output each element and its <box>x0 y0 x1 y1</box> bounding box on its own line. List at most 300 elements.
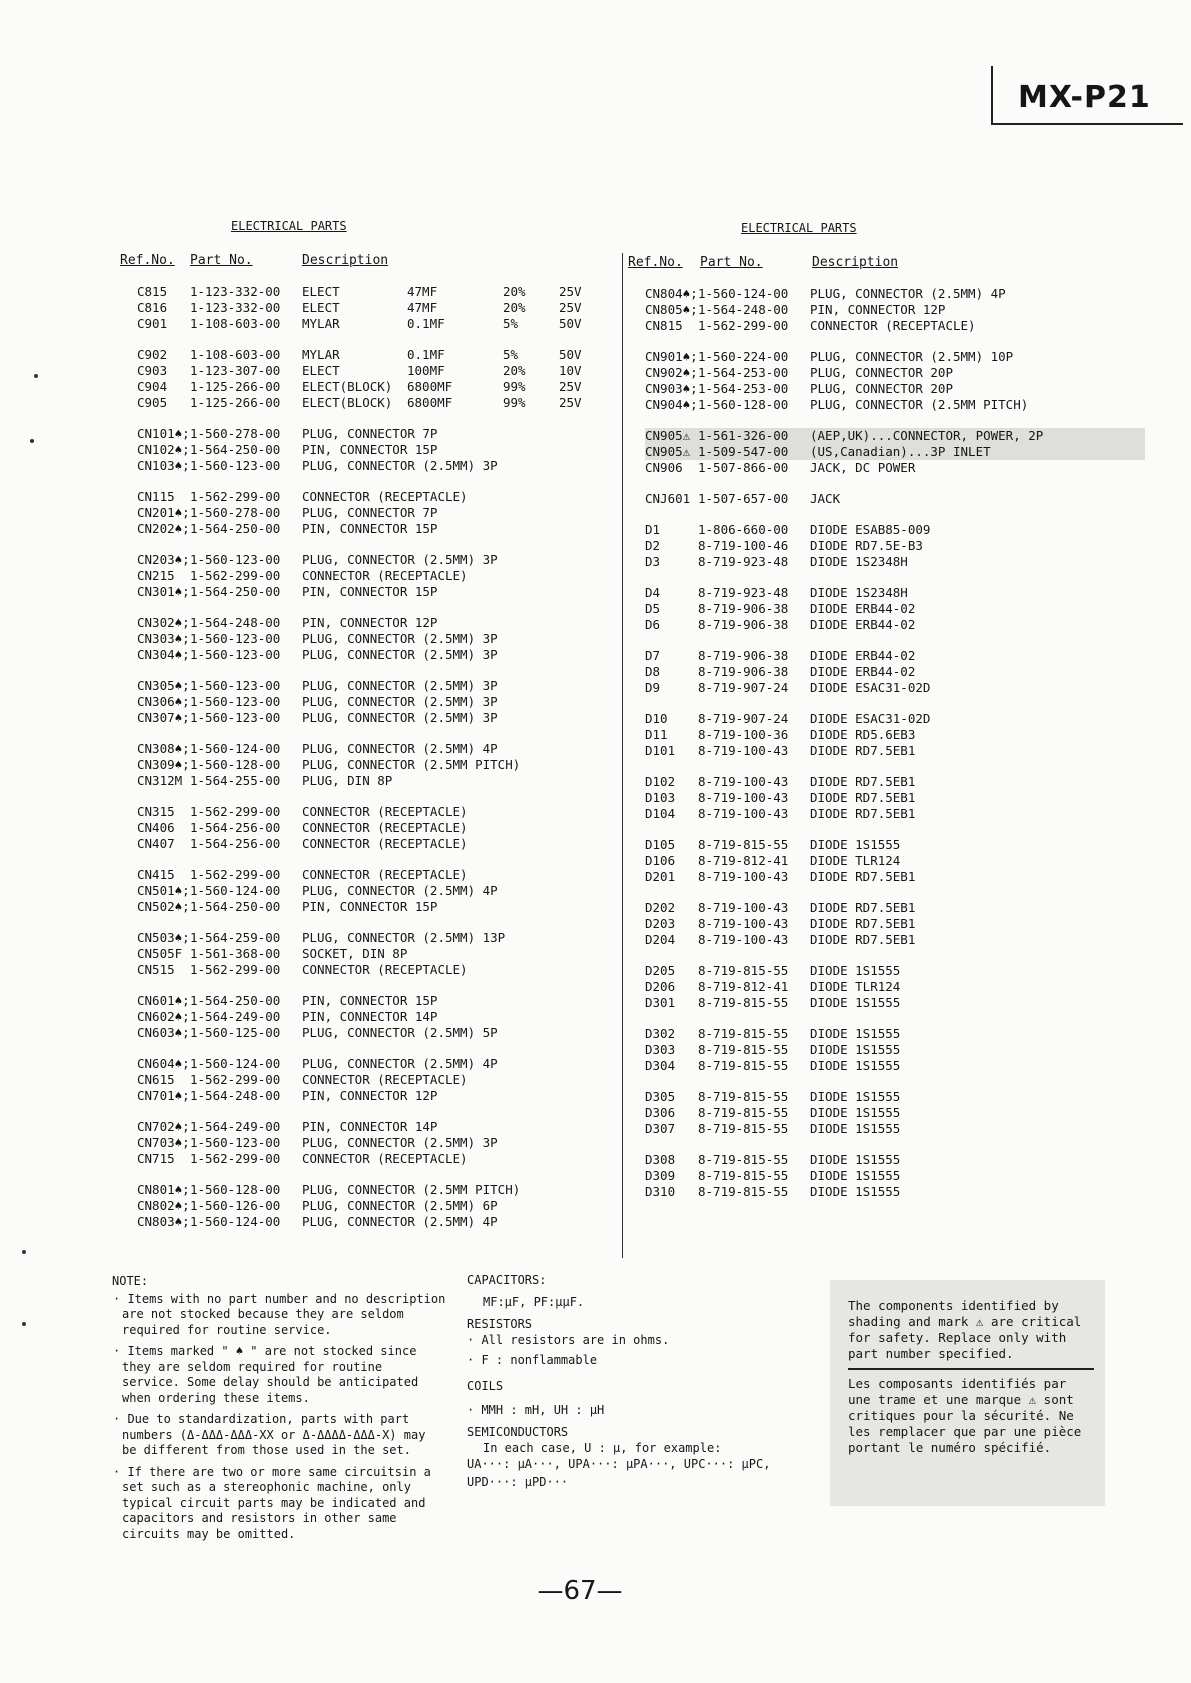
part-description: CONNECTOR (RECEPTACLE) <box>302 489 468 504</box>
part-voltage: 25V <box>559 379 582 394</box>
part-ref-number: CN312M <box>137 773 183 788</box>
semiconductors-text: UA···: μA···, UPA···: μPA···, UPC···: μPC, <box>467 1457 771 1471</box>
part-value: 6800MF <box>407 379 453 394</box>
punch-mark <box>34 374 38 378</box>
part-description: PLUG, CONNECTOR (2.5MM) 4P <box>302 1056 498 1071</box>
part-ref-number: CN802♠; <box>137 1198 190 1213</box>
part-ref-number: CN502♠; <box>137 899 190 914</box>
parts-group <box>645 349 1145 413</box>
part-description: DIODE 1S1555 <box>810 1089 901 1104</box>
part-description: PLUG, CONNECTOR 20P <box>810 365 953 380</box>
parts-group <box>645 522 1145 570</box>
part-description: PLUG, CONNECTOR (2.5MM) 3P <box>302 694 498 709</box>
part-row <box>645 428 1145 444</box>
part-row <box>137 458 637 474</box>
part-row <box>645 743 1145 759</box>
punch-mark <box>22 1322 26 1326</box>
header-ref-left: Ref.No. <box>120 253 175 268</box>
parts-group <box>645 1089 1145 1137</box>
part-ref-number: D2 <box>645 538 661 553</box>
part-description: CONNECTOR (RECEPTACLE) <box>810 318 976 333</box>
part-number: 1-562-299-00 <box>190 1151 281 1166</box>
punch-mark <box>22 1250 26 1254</box>
part-ref-number: CNJ601 <box>645 491 691 506</box>
part-tolerance: 20% <box>503 300 526 315</box>
header-ref-right: Ref.No. <box>628 255 683 270</box>
part-row <box>645 774 1145 790</box>
part-number: 1-560-124-00 <box>698 286 789 301</box>
part-voltage: 50V <box>559 316 582 331</box>
part-ref-number: D8 <box>645 664 661 679</box>
part-row <box>645 585 1145 601</box>
part-ref-number: CN503♠; <box>137 930 190 945</box>
part-ref-number: CN515 <box>137 962 175 977</box>
part-row <box>645 648 1145 664</box>
part-number: 8-719-100-43 <box>698 916 789 931</box>
part-description: PIN, CONNECTOR 15P <box>302 521 438 536</box>
part-description: DIODE TLR124 <box>810 979 901 994</box>
part-row <box>137 568 637 584</box>
parts-group <box>645 286 1145 334</box>
part-description: PLUG, CONNECTOR 7P <box>302 426 438 441</box>
part-row <box>137 442 637 458</box>
part-number: 1-560-123-00 <box>190 458 281 473</box>
part-row <box>137 946 637 962</box>
part-description: DIODE RD5.6EB3 <box>810 727 916 742</box>
part-description: PLUG, CONNECTOR (2.5MM) 3P <box>302 552 498 567</box>
coils-text: · MMH : mH, UH : μH <box>467 1403 605 1417</box>
part-description: CONNECTOR (RECEPTACLE) <box>302 568 468 583</box>
part-ref-number: D1 <box>645 522 661 537</box>
section-title-left: ELECTRICAL PARTS <box>231 219 347 233</box>
semiconductors-text: In each case, U : μ, for example: <box>483 1441 722 1455</box>
part-description: ELECT <box>302 300 340 315</box>
part-number: 8-719-907-24 <box>698 711 789 726</box>
part-ref-number: CN302♠; <box>137 615 190 630</box>
part-ref-number: D7 <box>645 648 661 663</box>
part-ref-number: CN202♠; <box>137 521 190 536</box>
part-ref-number: C903 <box>137 363 168 378</box>
parts-group <box>137 930 637 978</box>
part-number: 1-562-299-00 <box>190 804 281 819</box>
part-number: 8-719-815-55 <box>698 1121 789 1136</box>
part-ref-number: CN102♠; <box>137 442 190 457</box>
safety-notice-french: Les composants identifiés par une trame et une marque ⚠ sont critiques pour la sécurité. Ne les remplacer que par une pièce portant le numéro spécifié. <box>848 1376 1082 1455</box>
part-number: 1-560-125-00 <box>190 1025 281 1040</box>
part-ref-number: D305 <box>645 1089 676 1104</box>
part-number: 8-719-100-46 <box>698 538 789 553</box>
part-row <box>137 1088 637 1104</box>
part-description: PLUG, CONNECTOR (2.5MM PITCH) <box>302 757 521 772</box>
part-description: PLUG, CONNECTOR (2.5MM) 13P <box>302 930 506 945</box>
part-ref-number: CN103♠; <box>137 458 190 473</box>
part-row <box>645 1105 1145 1121</box>
part-row <box>645 853 1145 869</box>
part-number: 1-564-255-00 <box>190 773 281 788</box>
part-row <box>137 820 637 836</box>
part-row <box>645 1026 1145 1042</box>
parts-group <box>137 426 637 474</box>
part-ref-number: C816 <box>137 300 168 315</box>
part-description: PIN, CONNECTOR 14P <box>302 1009 438 1024</box>
punch-mark <box>30 439 34 443</box>
part-description: PIN, CONNECTOR 12P <box>810 302 946 317</box>
parts-list-right <box>645 286 1145 1215</box>
part-row <box>645 1168 1145 1184</box>
part-ref-number: CN904♠; <box>645 397 698 412</box>
part-number: 8-719-906-38 <box>698 648 789 663</box>
part-description: CONNECTOR (RECEPTACLE) <box>302 820 468 835</box>
part-description: PLUG, CONNECTOR (2.5MM) 5P <box>302 1025 498 1040</box>
part-row <box>645 1184 1145 1200</box>
part-ref-number: CN701♠; <box>137 1088 190 1103</box>
part-row <box>137 489 637 505</box>
part-ref-number: CN615 <box>137 1072 175 1087</box>
part-description: CONNECTOR (RECEPTACLE) <box>302 804 468 819</box>
part-number: 1-560-224-00 <box>698 349 789 364</box>
parts-group <box>645 491 1145 507</box>
parts-group <box>137 993 637 1041</box>
part-row <box>137 347 637 363</box>
parts-group <box>137 489 637 537</box>
part-description: DIODE RD7.5EB1 <box>810 806 916 821</box>
parts-group <box>645 900 1145 948</box>
part-number: 1-562-299-00 <box>190 1072 281 1087</box>
part-ref-number: C815 <box>137 284 168 299</box>
part-value: 47MF <box>407 284 438 299</box>
part-ref-number: CN803♠; <box>137 1214 190 1229</box>
part-number: 1-507-866-00 <box>698 460 789 475</box>
part-ref-number: CN308♠; <box>137 741 190 756</box>
safety-divider <box>848 1368 1094 1370</box>
semiconductors-title: SEMICONDUCTORS <box>467 1425 569 1439</box>
part-number: 1-560-128-00 <box>698 397 789 412</box>
part-number: 1-123-307-00 <box>190 363 281 378</box>
part-number: 1-564-248-00 <box>698 302 789 317</box>
notes-title: NOTE: <box>112 1274 149 1288</box>
part-row <box>137 836 637 852</box>
part-ref-number: CN804♠; <box>645 286 698 301</box>
part-ref-number: D206 <box>645 979 676 994</box>
part-row <box>137 757 637 773</box>
part-number: 8-719-100-43 <box>698 869 789 884</box>
part-number: 8-719-100-43 <box>698 806 789 821</box>
part-number: 1-564-249-00 <box>190 1009 281 1024</box>
part-ref-number: CN306♠; <box>137 694 190 709</box>
safety-notice-english: The components identified by shading and mark ⚠ are critical for safety. Replace only with part number specified. <box>848 1298 1082 1361</box>
part-row <box>137 316 637 332</box>
part-row <box>645 1152 1145 1168</box>
header-part-left: Part No. <box>190 253 253 268</box>
part-description: PIN, CONNECTOR 15P <box>302 993 438 1008</box>
part-description: ELECT(BLOCK) <box>302 379 393 394</box>
part-tolerance: 99% <box>503 395 526 410</box>
model-number: MX-P21 <box>1018 80 1151 115</box>
part-ref-number: CN601♠; <box>137 993 190 1008</box>
part-number: 8-719-923-48 <box>698 585 789 600</box>
part-number: 8-719-815-55 <box>698 1089 789 1104</box>
part-row <box>137 1151 637 1167</box>
part-ref-number: D202 <box>645 900 676 915</box>
part-row <box>137 395 637 411</box>
part-row <box>645 349 1145 365</box>
part-row <box>645 444 1145 460</box>
part-description: PIN, CONNECTOR 15P <box>302 442 438 457</box>
part-row <box>645 1058 1145 1074</box>
part-row <box>645 900 1145 916</box>
part-number: 8-719-906-38 <box>698 601 789 616</box>
part-row <box>645 617 1145 633</box>
part-ref-number: CN315 <box>137 804 175 819</box>
part-row <box>645 963 1145 979</box>
part-ref-number: CN101♠; <box>137 426 190 441</box>
parts-group <box>137 347 637 411</box>
parts-group <box>645 585 1145 633</box>
part-row <box>137 1182 637 1198</box>
part-number: 1-564-259-00 <box>190 930 281 945</box>
part-number: 8-719-815-55 <box>698 1152 789 1167</box>
part-ref-number: CN203♠; <box>137 552 190 567</box>
part-row <box>137 741 637 757</box>
parts-group <box>645 1026 1145 1074</box>
parts-group <box>137 867 637 915</box>
part-row <box>645 916 1145 932</box>
part-description: PLUG, CONNECTOR (2.5MM) 4P <box>810 286 1006 301</box>
part-ref-number: CN805♠; <box>645 302 698 317</box>
part-row <box>137 962 637 978</box>
part-value: 47MF <box>407 300 438 315</box>
part-ref-number: D307 <box>645 1121 676 1136</box>
part-ref-number: D102 <box>645 774 676 789</box>
part-number: 1-125-266-00 <box>190 379 281 394</box>
part-tolerance: 99% <box>503 379 526 394</box>
part-voltage: 25V <box>559 395 582 410</box>
part-ref-number: CN905⚠ <box>645 428 691 443</box>
part-row <box>645 491 1145 507</box>
part-description: JACK, DC POWER <box>810 460 916 475</box>
resistors-text: · F : nonflammable <box>467 1353 598 1367</box>
part-description: MYLAR <box>302 316 340 331</box>
part-ref-number: D4 <box>645 585 661 600</box>
part-description: DIODE ESAB85-009 <box>810 522 931 537</box>
part-row <box>645 286 1145 302</box>
part-row <box>645 460 1145 476</box>
part-ref-number: C902 <box>137 347 168 362</box>
part-ref-number: CN115 <box>137 489 175 504</box>
part-description: PIN, CONNECTOR 12P <box>302 615 438 630</box>
part-description: DIODE 1S1555 <box>810 1105 901 1120</box>
part-row <box>137 930 637 946</box>
part-row <box>137 505 637 521</box>
part-number: 8-719-906-38 <box>698 664 789 679</box>
part-description: DIODE ERB44-02 <box>810 617 916 632</box>
part-description: PLUG, CONNECTOR (2.5MM) 3P <box>302 678 498 693</box>
part-row <box>645 711 1145 727</box>
part-row <box>645 680 1145 696</box>
coils-title: COILS <box>467 1379 504 1393</box>
part-number: 8-719-815-55 <box>698 1168 789 1183</box>
part-ref-number: CN301♠; <box>137 584 190 599</box>
section-title-right: ELECTRICAL PARTS <box>741 221 857 235</box>
parts-group <box>645 963 1145 1011</box>
part-row <box>645 869 1145 885</box>
part-ref-number: D303 <box>645 1042 676 1057</box>
part-ref-number: CN309♠; <box>137 757 190 772</box>
parts-group <box>645 837 1145 885</box>
part-number: 1-560-123-00 <box>190 552 281 567</box>
part-row <box>645 995 1145 1011</box>
part-number: 8-719-815-55 <box>698 1105 789 1120</box>
part-ref-number: D309 <box>645 1168 676 1183</box>
part-description: DIODE 1S1555 <box>810 1168 901 1183</box>
part-number: 1-564-250-00 <box>190 899 281 914</box>
part-number: 1-560-123-00 <box>190 631 281 646</box>
part-ref-number: D310 <box>645 1184 676 1199</box>
part-description: DIODE 1S1555 <box>810 1026 901 1041</box>
part-row <box>645 318 1145 334</box>
part-value: 6800MF <box>407 395 453 410</box>
part-description: DIODE 1S2348H <box>810 554 908 569</box>
part-description: DIODE ERB44-02 <box>810 601 916 616</box>
parts-group <box>645 1152 1145 1200</box>
part-number: 1-560-123-00 <box>190 678 281 693</box>
part-ref-number: CN903♠; <box>645 381 698 396</box>
part-description: DIODE 1S2348H <box>810 585 908 600</box>
part-ref-number: C904 <box>137 379 168 394</box>
part-number: 8-719-100-43 <box>698 900 789 915</box>
part-description: PLUG, CONNECTOR (2.5MM) 3P <box>302 458 498 473</box>
part-description: CONNECTOR (RECEPTACLE) <box>302 836 468 851</box>
part-number: 8-719-815-55 <box>698 1058 789 1073</box>
parts-group <box>137 1182 637 1230</box>
part-number: 8-719-815-55 <box>698 995 789 1010</box>
capacitors-text: MF:μF, PF:μμF. <box>483 1295 585 1309</box>
part-description: DIODE 1S1555 <box>810 1184 901 1199</box>
part-description: DIODE 1S1555 <box>810 837 901 852</box>
part-description: PLUG, CONNECTOR (2.5MM PITCH) <box>302 1182 521 1197</box>
part-row <box>137 1072 637 1088</box>
parts-group <box>645 711 1145 759</box>
part-row <box>137 710 637 726</box>
part-number: 1-564-250-00 <box>190 584 281 599</box>
part-number: 1-560-123-00 <box>190 1135 281 1150</box>
part-row <box>137 521 637 537</box>
part-ref-number: D6 <box>645 617 661 632</box>
part-description: DIODE RD7.5EB1 <box>810 916 916 931</box>
part-ref-number: CN407 <box>137 836 175 851</box>
part-number: 1-806-660-00 <box>698 522 789 537</box>
part-number: 1-125-266-00 <box>190 395 281 410</box>
part-number: 1-560-278-00 <box>190 505 281 520</box>
part-ref-number: CN415 <box>137 867 175 882</box>
part-ref-number: CN215 <box>137 568 175 583</box>
part-voltage: 10V <box>559 363 582 378</box>
part-description: PLUG, CONNECTOR (2.5MM PITCH) <box>810 397 1029 412</box>
part-row <box>137 1198 637 1214</box>
part-description: DIODE ERB44-02 <box>810 664 916 679</box>
resistors-title: RESISTORS <box>467 1317 533 1331</box>
part-description: (US,Canadian)...3P INLET <box>810 444 991 459</box>
part-number: 1-561-326-00 <box>698 428 789 443</box>
part-ref-number: D3 <box>645 554 661 569</box>
part-description: (AEP,UK)...CONNECTOR, POWER, 2P <box>810 428 1044 443</box>
part-value: 100MF <box>407 363 445 378</box>
part-number: 1-560-128-00 <box>190 1182 281 1197</box>
parts-group <box>645 774 1145 822</box>
semiconductors-text: UPD···: μPD··· <box>467 1475 569 1489</box>
part-value: 0.1MF <box>407 316 445 331</box>
part-ref-number: D301 <box>645 995 676 1010</box>
capacitors-title: CAPACITORS: <box>467 1273 547 1287</box>
part-ref-number: CN307♠; <box>137 710 190 725</box>
part-row <box>645 365 1145 381</box>
part-tolerance: 5% <box>503 316 519 331</box>
part-ref-number: CN801♠; <box>137 1182 190 1197</box>
part-number: 1-562-299-00 <box>190 489 281 504</box>
part-number: 8-719-815-55 <box>698 963 789 978</box>
part-description: CONNECTOR (RECEPTACLE) <box>302 962 468 977</box>
part-ref-number: D9 <box>645 680 661 695</box>
part-description: DIODE RD7.5EB1 <box>810 900 916 915</box>
part-tolerance: 20% <box>503 284 526 299</box>
part-row <box>645 979 1145 995</box>
part-description: PLUG, CONNECTOR (2.5MM) 4P <box>302 1214 498 1229</box>
part-number: 8-719-906-38 <box>698 617 789 632</box>
part-row <box>645 1089 1145 1105</box>
notes-section <box>112 1274 447 1548</box>
part-ref-number: D204 <box>645 932 676 947</box>
part-number: 1-562-299-00 <box>190 867 281 882</box>
part-tolerance: 5% <box>503 347 519 362</box>
part-number: 8-719-815-55 <box>698 1042 789 1057</box>
part-row <box>645 1042 1145 1058</box>
part-row <box>645 601 1145 617</box>
part-voltage: 25V <box>559 300 582 315</box>
part-ref-number: C905 <box>137 395 168 410</box>
part-row <box>645 302 1145 318</box>
part-number: 1-564-248-00 <box>190 1088 281 1103</box>
part-number: 1-560-124-00 <box>190 1214 281 1229</box>
part-ref-number: D201 <box>645 869 676 884</box>
part-number: 8-719-907-24 <box>698 680 789 695</box>
part-number: 1-507-657-00 <box>698 491 789 506</box>
part-row <box>137 1214 637 1230</box>
part-description: DIODE ESAC31-02D <box>810 680 931 695</box>
parts-group <box>137 1056 637 1104</box>
part-ref-number: CN902♠; <box>645 365 698 380</box>
part-ref-number: CN905⚠ <box>645 444 691 459</box>
part-description: DIODE 1S1555 <box>810 1042 901 1057</box>
part-ref-number: CN406 <box>137 820 175 835</box>
part-description: DIODE ESAC31-02D <box>810 711 931 726</box>
part-ref-number: D308 <box>645 1152 676 1167</box>
part-number: 8-719-100-43 <box>698 743 789 758</box>
part-value: 0.1MF <box>407 347 445 362</box>
part-description: DIODE 1S1555 <box>810 963 901 978</box>
part-number: 1-562-299-00 <box>190 568 281 583</box>
part-description: PLUG, CONNECTOR (2.5MM) 4P <box>302 741 498 756</box>
part-description: PIN, CONNECTOR 14P <box>302 1119 438 1134</box>
part-tolerance: 20% <box>503 363 526 378</box>
part-row <box>645 538 1145 554</box>
part-description: ELECT <box>302 284 340 299</box>
header-desc-left: Description <box>302 253 389 268</box>
part-number: 1-562-299-00 <box>190 962 281 977</box>
abbreviations-section <box>467 1272 817 1490</box>
part-number: 1-108-603-00 <box>190 316 281 331</box>
part-ref-number: CN505F <box>137 946 183 961</box>
part-row <box>137 284 637 300</box>
